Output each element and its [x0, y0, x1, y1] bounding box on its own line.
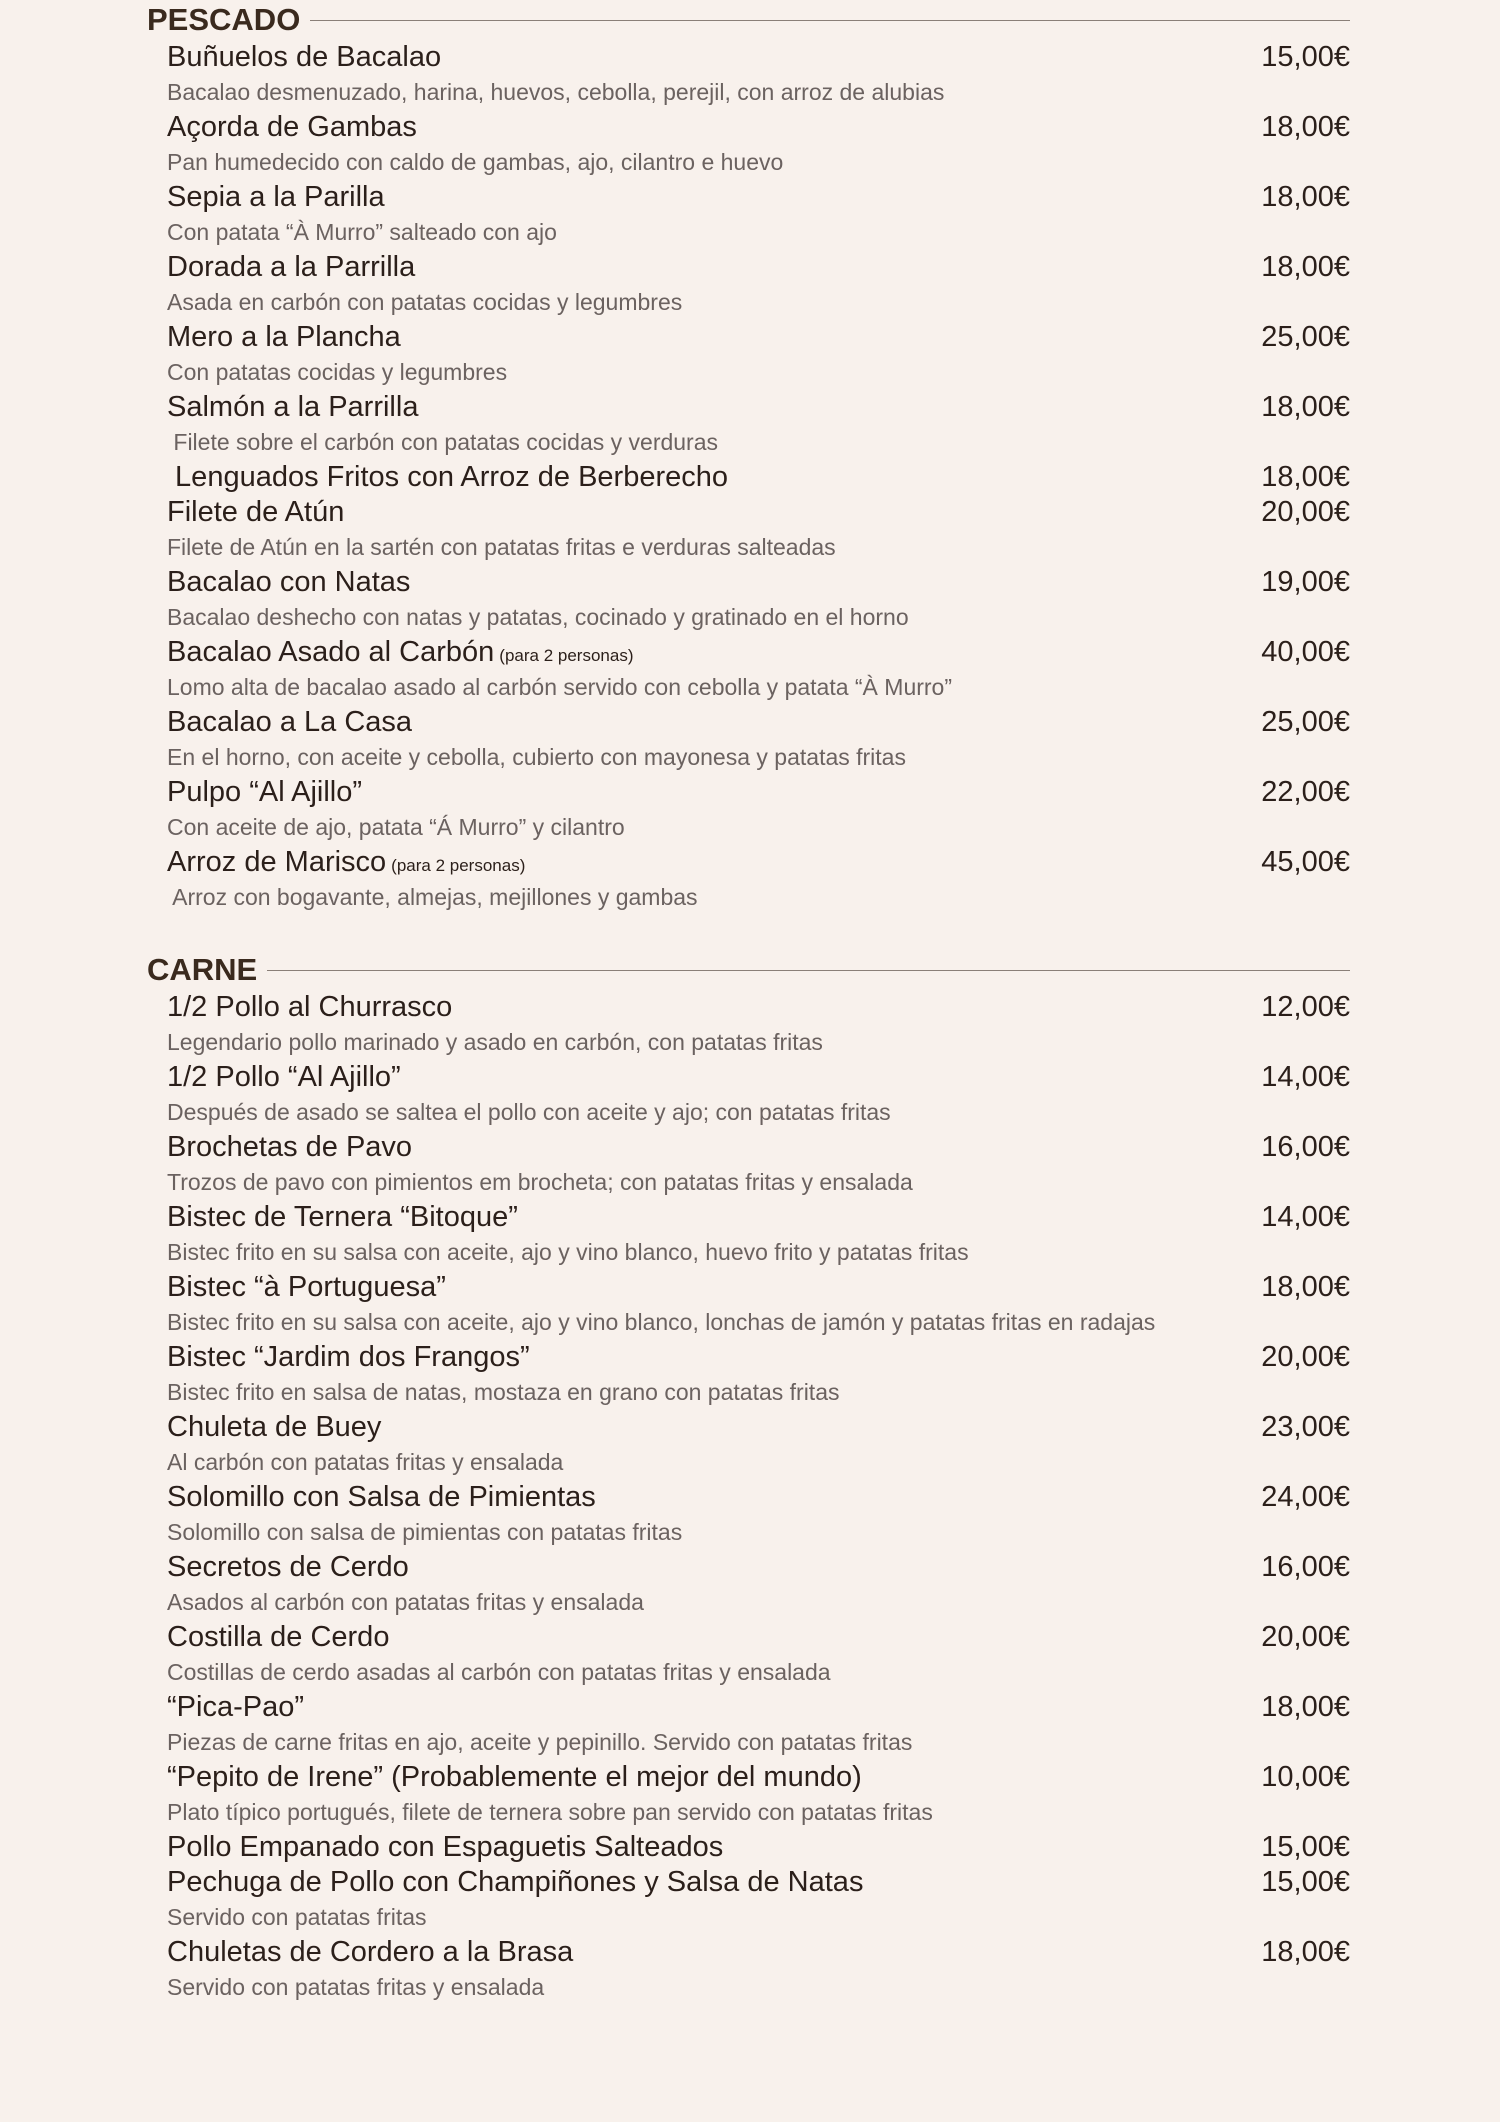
dish-price: 18,00€ — [1261, 461, 1350, 493]
dish-title — [167, 1866, 863, 1899]
menu-item-row — [167, 250, 1350, 285]
dish-name: Brochetas de Pavo — [167, 1131, 413, 1163]
dish-title — [167, 991, 452, 1024]
menu-item — [167, 1690, 1350, 1760]
dish-description: Pan humedecido con caldo de gambas, ajo, cilantro e huevo — [167, 149, 784, 175]
menu-item-row — [167, 1935, 1350, 1970]
dish-title — [167, 1201, 518, 1234]
menu-item — [167, 180, 1350, 250]
menu-item-row — [167, 1620, 1350, 1655]
menu-item-row — [167, 1340, 1350, 1375]
menu-item — [167, 1935, 1350, 2005]
dish-price: 23,00€ — [1261, 1411, 1350, 1443]
dish-title — [167, 461, 728, 494]
dish-title — [167, 41, 441, 74]
dish-title — [167, 391, 418, 424]
dish-description: Asados al carbón con patatas fritas y ensalada — [167, 1589, 644, 1615]
menu-item-row — [167, 990, 1350, 1025]
dish-title — [167, 1061, 401, 1094]
dish-name: Lenguados Fritos con Arroz de Berberecho — [167, 461, 728, 493]
menu-item-row — [167, 1480, 1350, 1515]
dish-title — [167, 1761, 862, 1794]
menu-item — [167, 1130, 1350, 1200]
dish-name: Solomillo con Salsa de Pimientas — [167, 1481, 596, 1513]
menu-item — [167, 1865, 1350, 1935]
dish-description: Legendario pollo marinado y asado en carbón, con patatas fritas — [167, 1029, 823, 1055]
dish-title — [167, 636, 633, 669]
dish-title — [167, 566, 410, 599]
dish-title — [167, 181, 385, 214]
dish-description: Al carbón con patatas fritas y ensalada — [167, 1449, 564, 1475]
menu-item — [167, 990, 1350, 1060]
dish-name: Bacalao con Natas — [167, 566, 411, 598]
dish-description: Piezas de carne fritas en ajo, aceite y pepinillo. Servido con patatas fritas — [167, 1729, 913, 1755]
dish-description: Bistec frito en su salsa con aceite, ajo y vino blanco, huevo frito y patatas fritas — [167, 1239, 969, 1265]
dish-name: Mero a la Plancha — [167, 321, 401, 353]
menu-item — [167, 1480, 1350, 1550]
dish-price: 16,00€ — [1261, 1131, 1350, 1163]
dish-name: Bistec “Jardim dos Frangos” — [167, 1341, 530, 1373]
menu-item-row — [167, 40, 1350, 75]
dish-description: En el horno, con aceite y cebolla, cubierto con mayonesa y patatas fritas — [167, 744, 906, 770]
menu-item-row — [167, 1130, 1350, 1165]
dish-price: 19,00€ — [1261, 566, 1350, 598]
section-divider — [267, 970, 1350, 971]
section-divider — [310, 20, 1350, 21]
dish-description: Con patata “À Murro” salteado con ajo — [167, 219, 557, 245]
menu-item — [167, 390, 1350, 460]
dish-name: “Pepito de Irene” (Probablemente el mejor del mundo) — [167, 1761, 862, 1793]
menu-item-row — [167, 565, 1350, 600]
menu-item — [167, 460, 1350, 495]
dish-price: 18,00€ — [1261, 251, 1350, 283]
menu-item-row — [167, 845, 1350, 880]
menu-section-pescado — [0, 0, 1500, 915]
dish-price: 24,00€ — [1261, 1481, 1350, 1513]
menu-item-row — [167, 1060, 1350, 1095]
dish-name: Pollo Empanado con Espaguetis Salteados — [167, 1831, 724, 1863]
section-title: CARNE — [147, 952, 258, 987]
dish-title — [167, 1691, 304, 1724]
dish-description: Filete sobre el carbón con patatas cocidas y verduras — [167, 429, 719, 455]
menu-item — [167, 635, 1350, 705]
menu-item-row — [167, 180, 1350, 215]
dish-price: 10,00€ — [1261, 1761, 1350, 1793]
dish-name: 1/2 Pollo al Churrasco — [167, 991, 453, 1023]
dish-name: Dorada a la Parrilla — [167, 251, 416, 283]
menu-item-row — [167, 775, 1350, 810]
menu-item — [167, 320, 1350, 390]
dish-description: Bacalao deshecho con natas y patatas, cocinado y gratinado en el horno — [167, 604, 909, 630]
dish-description: Después de asado se saltea el pollo con aceite y ajo; con patatas fritas — [167, 1099, 891, 1125]
dish-name: Chuleta de Buey — [167, 1411, 382, 1443]
dish-title — [167, 1131, 412, 1164]
menu-item — [167, 1830, 1350, 1865]
menu-item — [167, 495, 1350, 565]
menu-item — [167, 40, 1350, 110]
menu-item — [167, 775, 1350, 845]
menu-item — [167, 1550, 1350, 1620]
menu-item-row — [167, 1410, 1350, 1445]
menu-item-row — [167, 1760, 1350, 1795]
dish-name: Bacalao a La Casa — [167, 706, 413, 738]
dish-description: Bistec frito en su salsa con aceite, ajo y vino blanco, lonchas de jamón y patatas fritas en radajas — [167, 1309, 1156, 1335]
section-header — [147, 0, 1350, 40]
dish-price: 18,00€ — [1261, 1691, 1350, 1723]
dish-name: Bacalao Asado al Carbón — [167, 636, 495, 668]
dish-description: Bacalao desmenuzado, harina, huevos, cebolla, perejil, con arroz de alubias — [167, 79, 945, 105]
dish-name: Filete de Atún — [167, 496, 345, 528]
menu-item-row — [167, 1690, 1350, 1725]
dish-description: Lomo alta de bacalao asado al carbón servido con cebolla y patata “À Murro” — [167, 674, 953, 700]
dish-title — [167, 1936, 573, 1969]
dish-title — [167, 111, 417, 144]
dish-name: Pechuga de Pollo con Champiñones y Salsa de Natas — [167, 1866, 864, 1898]
dish-price: 18,00€ — [1261, 181, 1350, 213]
menu-item-row — [167, 495, 1350, 530]
dish-description: Con patatas cocidas y legumbres — [167, 359, 508, 385]
dish-title — [167, 1551, 409, 1584]
dish-price: 18,00€ — [1261, 1936, 1350, 1968]
dish-price: 16,00€ — [1261, 1551, 1350, 1583]
menu-item — [167, 110, 1350, 180]
dish-price: 18,00€ — [1261, 391, 1350, 423]
dish-price: 25,00€ — [1261, 706, 1350, 738]
menu-item — [167, 845, 1350, 915]
dish-name: Secretos de Cerdo — [167, 1551, 409, 1583]
menu-item-row — [167, 460, 1350, 495]
menu-item — [167, 250, 1350, 320]
dish-name: Salmón a la Parrilla — [167, 391, 419, 423]
dish-title — [167, 1411, 381, 1444]
dish-name: Arroz de Marisco — [167, 846, 387, 878]
dish-description: Solomillo con salsa de pimientas con patatas fritas — [167, 1519, 683, 1545]
menu-item — [167, 1270, 1350, 1340]
section-header — [147, 950, 1350, 990]
menu-item — [167, 705, 1350, 775]
dish-price: 15,00€ — [1261, 41, 1350, 73]
menu-item — [167, 1410, 1350, 1480]
menu-item — [167, 565, 1350, 635]
dish-description: Arroz con bogavante, almejas, mejillones y gambas — [167, 884, 698, 910]
dish-title — [167, 1341, 530, 1374]
dish-title — [167, 846, 525, 879]
dish-name: Costilla de Cerdo — [167, 1621, 390, 1653]
dish-price: 25,00€ — [1261, 321, 1350, 353]
dish-title — [167, 1621, 389, 1654]
dish-title — [167, 321, 401, 354]
dish-description: Costillas de cerdo asadas al carbón con patatas fritas y ensalada — [167, 1659, 831, 1685]
dish-name: Sepia a la Parilla — [167, 181, 385, 213]
menu-item-row — [167, 635, 1350, 670]
dish-price: 22,00€ — [1261, 776, 1350, 808]
menu-item — [167, 1620, 1350, 1690]
dish-price: 20,00€ — [1261, 496, 1350, 528]
dish-price: 15,00€ — [1261, 1866, 1350, 1898]
dish-title — [167, 496, 344, 529]
menu-item-row — [167, 320, 1350, 355]
menu-item — [167, 1340, 1350, 1410]
dish-title — [167, 706, 412, 739]
menu-item-row — [167, 1270, 1350, 1305]
dish-name: Pulpo “Al Ajillo” — [167, 776, 363, 808]
dish-note: (para 2 personas) — [499, 646, 634, 665]
dish-price: 20,00€ — [1261, 1621, 1350, 1653]
dish-price: 40,00€ — [1261, 636, 1350, 668]
dish-price: 20,00€ — [1261, 1341, 1350, 1373]
menu-item-row — [167, 1830, 1350, 1865]
dish-title — [167, 251, 415, 284]
dish-price: 14,00€ — [1261, 1201, 1350, 1233]
dish-price: 15,00€ — [1261, 1831, 1350, 1863]
dish-title — [167, 1271, 446, 1304]
menu-section-carne — [0, 950, 1500, 2005]
menu-item-row — [167, 390, 1350, 425]
dish-title — [167, 776, 362, 809]
menu-item-row — [167, 1865, 1350, 1900]
dish-note: (para 2 personas) — [391, 856, 526, 875]
dish-description: Filete de Atún en la sartén con patatas fritas e verduras salteadas — [167, 534, 836, 560]
dish-name: Bistec “à Portuguesa” — [167, 1271, 446, 1303]
dish-price: 18,00€ — [1261, 111, 1350, 143]
dish-description: Servido con patatas fritas y ensalada — [167, 1974, 545, 2000]
dish-price: 45,00€ — [1261, 846, 1350, 878]
menu-item-row — [167, 1550, 1350, 1585]
dish-price: 12,00€ — [1261, 991, 1350, 1023]
menu-item — [167, 1200, 1350, 1270]
dish-price: 18,00€ — [1261, 1271, 1350, 1303]
menu-item-row — [167, 110, 1350, 145]
dish-name: 1/2 Pollo “Al Ajillo” — [167, 1061, 401, 1093]
dish-name: “Pica-Pao” — [167, 1691, 304, 1723]
dish-description: Trozos de pavo con pimientos em brocheta; con patatas fritas y ensalada — [167, 1169, 913, 1195]
dish-name: Buñuelos de Bacalao — [167, 41, 442, 73]
dish-price: 14,00€ — [1261, 1061, 1350, 1093]
section-title: PESCADO — [147, 2, 301, 37]
menu-item-row — [167, 1200, 1350, 1235]
dish-title — [167, 1831, 723, 1864]
dish-name: Bistec de Ternera “Bitoque” — [167, 1201, 518, 1233]
menu-item — [167, 1060, 1350, 1130]
dish-title — [167, 1481, 596, 1514]
dish-description: Bistec frito en salsa de natas, mostaza en grano con patatas fritas — [167, 1379, 840, 1405]
menu-item-row — [167, 705, 1350, 740]
dish-description: Con aceite de ajo, patata “Á Murro” y cilantro — [167, 814, 625, 840]
menu-item — [167, 1760, 1350, 1830]
dish-description: Servido con patatas fritas — [167, 1904, 427, 1930]
dish-name: Chuletas de Cordero a la Brasa — [167, 1936, 574, 1968]
dish-description: Asada en carbón con patatas cocidas y legumbres — [167, 289, 683, 315]
dish-name: Açorda de Gambas — [167, 111, 417, 143]
dish-description: Plato típico portugués, filete de ternera sobre pan servido con patatas fritas — [167, 1799, 933, 1825]
